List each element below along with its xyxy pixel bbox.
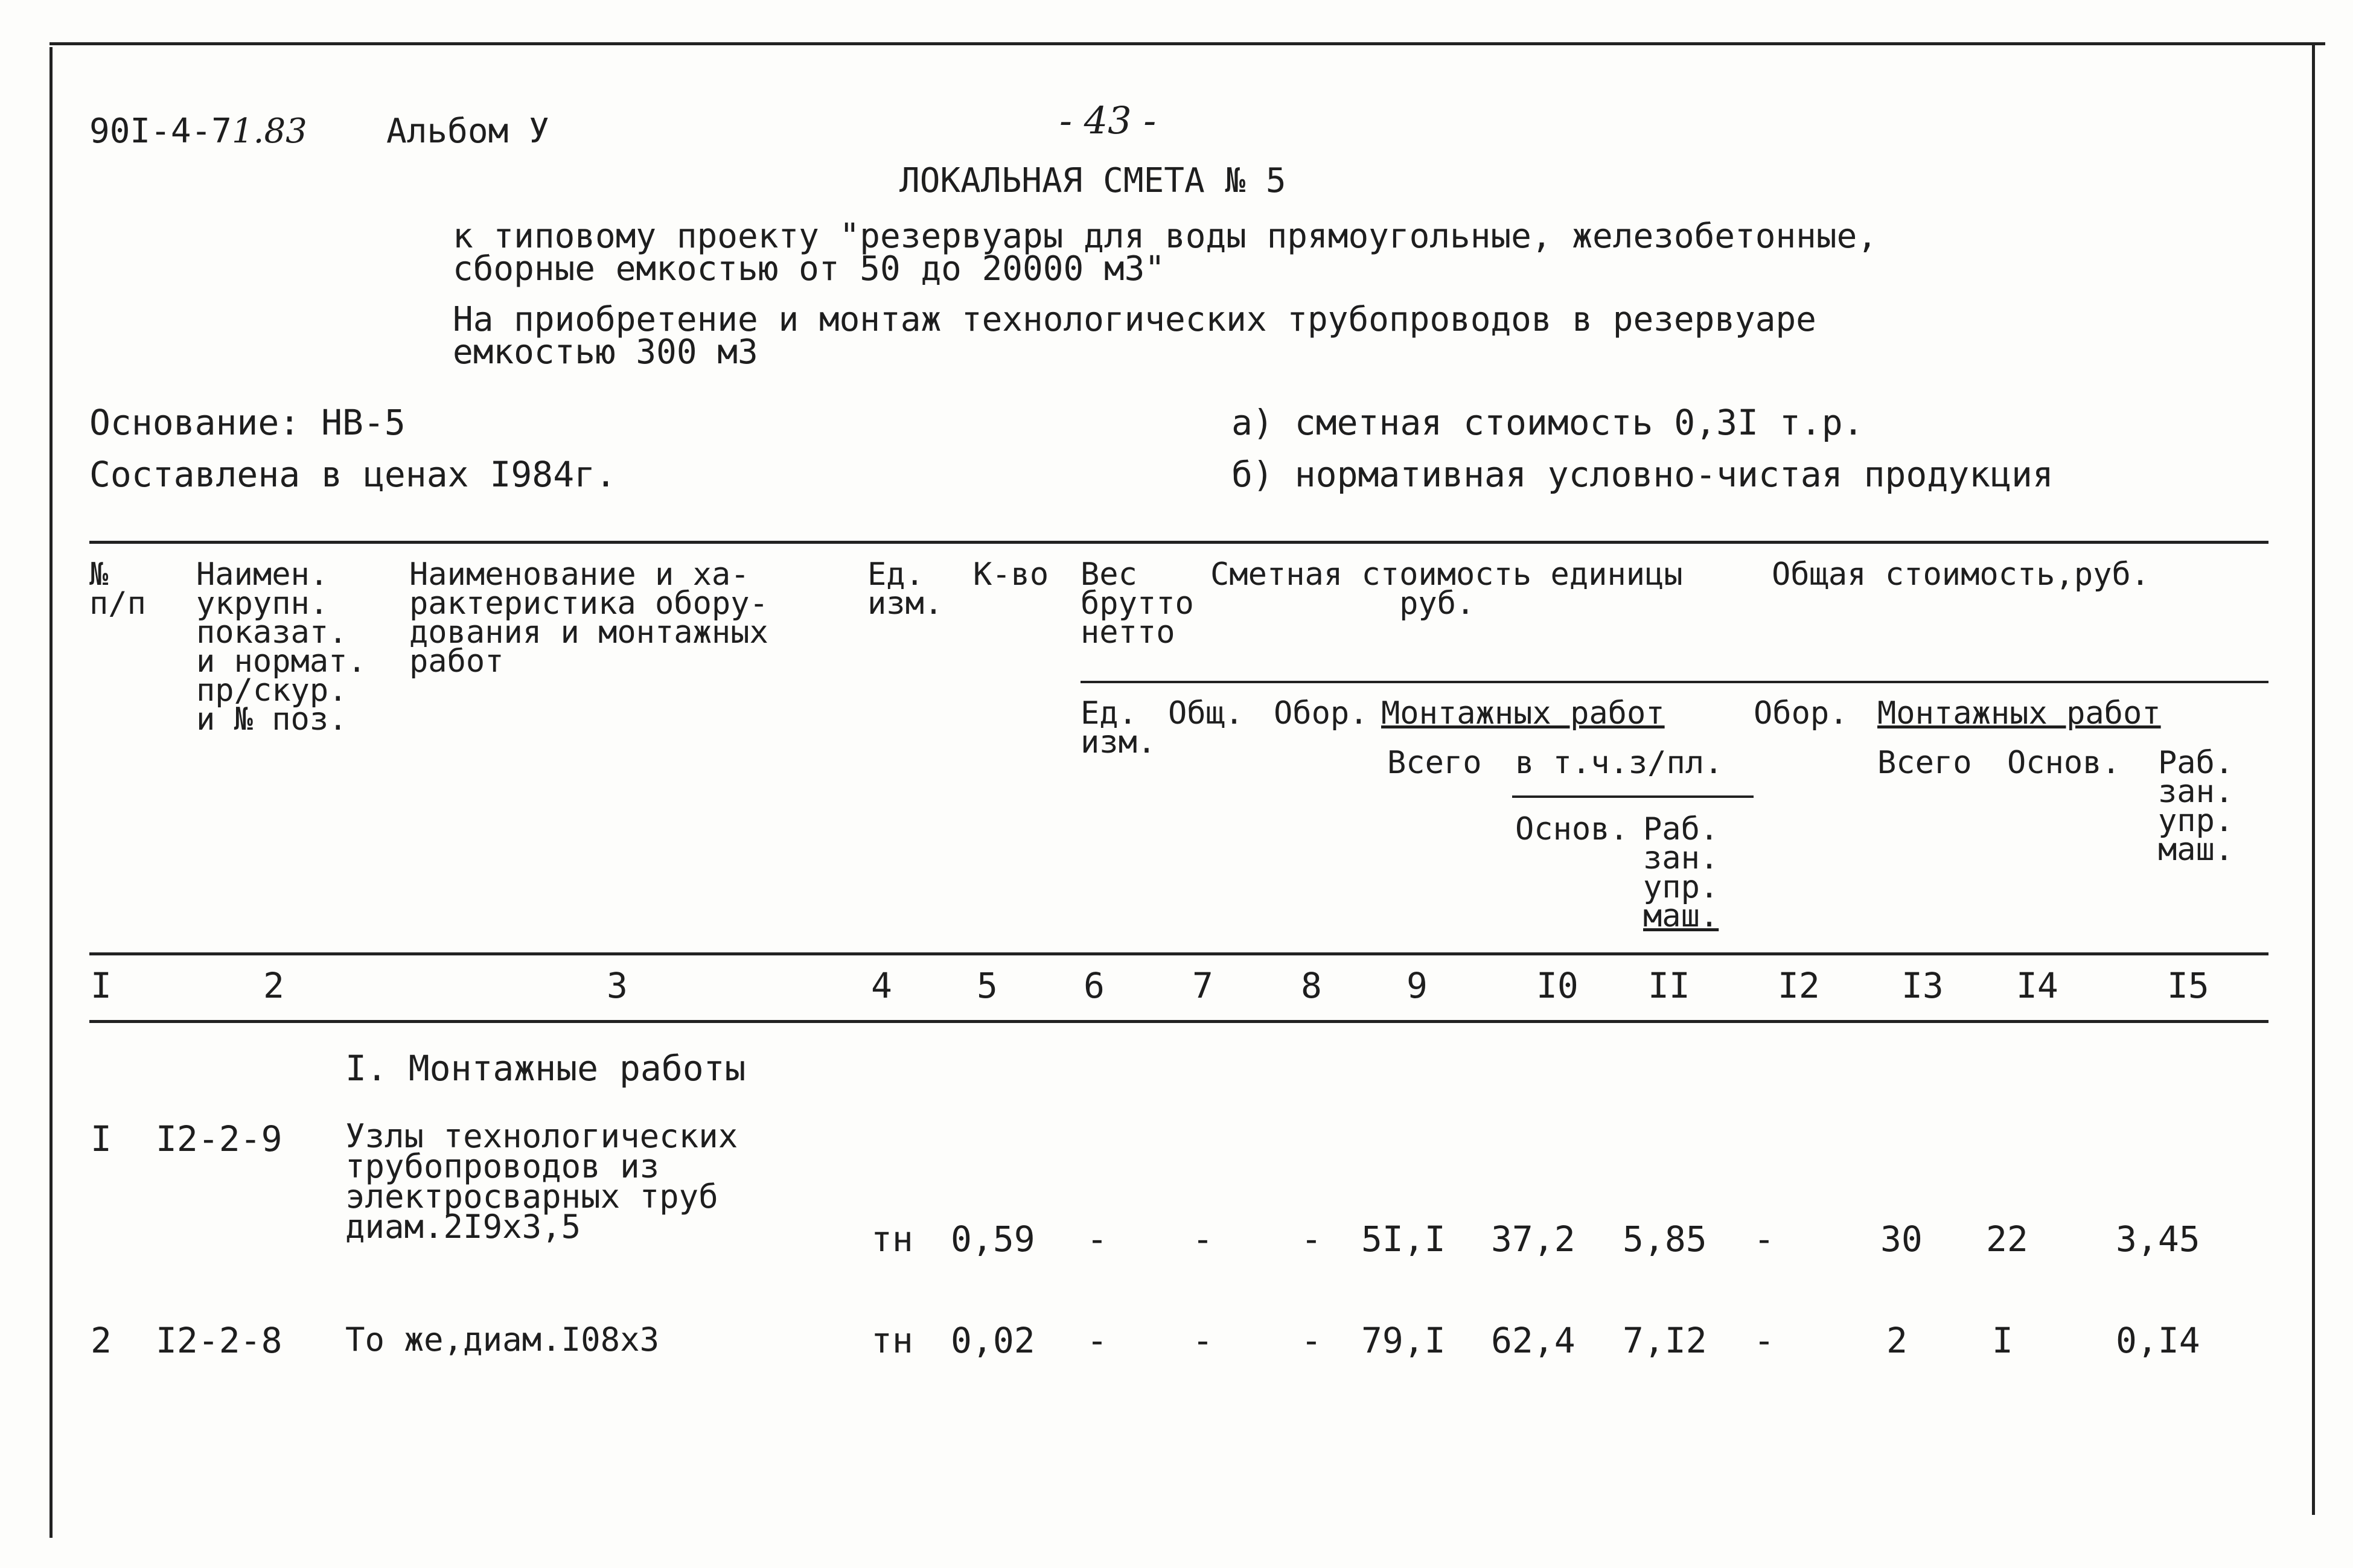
sub-equip2-header: Обор. [1754,695,1848,731]
sub-total-header: Общ. [1168,695,1244,731]
table-top-rule [89,541,2268,544]
row-2-c9: 79,I [1361,1320,1446,1361]
row-1-c10: 37,2 [1491,1219,1576,1260]
sub-install-header: Монтажных работ [1381,695,1665,731]
subtitle-line-2: сборные емкостью от 50 до 20000 м3" [453,249,1166,288]
row-2-c10: 62,4 [1491,1320,1576,1361]
column-number: II [1648,965,1690,1006]
column-number: I [91,965,112,1006]
column-number: 9 [1406,965,1428,1006]
column-number: 3 [607,965,628,1006]
row-1-c8: - [1301,1219,1322,1260]
row-1-c11: 5,85 [1623,1219,1707,1260]
section-title: I. Монтажные работы [345,1048,746,1089]
row-2-c14: I [1992,1320,2013,1361]
sub-equip-header: Обор. [1274,695,1368,731]
all-header: Всего [1387,745,1482,781]
row-2-code: I2-2-8 [156,1320,283,1361]
mach2-header: Раб. зан. упр. маш. [2158,745,2234,868]
column-number: I5 [2167,965,2209,1006]
column-numbers-bottom-rule [89,1020,2268,1023]
row-2-c11: 7,I2 [1623,1320,1707,1361]
row-2-qty: 0,02 [951,1320,1035,1361]
col3-header: Наименование и ха- рактеристика обору- дования и монтажных работ [409,556,768,680]
col4-header: Ед. изм. [867,556,943,622]
all2-header: Всего [1877,745,1972,781]
column-number: I4 [2016,965,2058,1006]
header-subrule [1081,681,2268,683]
row-1-name: Узлы технологических трубопроводов из электросварных труб диам.2I9х3,5 [345,1117,738,1246]
mach-header: Раб. зан. упр. маш. [1643,811,1719,934]
column-number: I0 [1536,965,1579,1006]
subtitle-line-1: к типовому проекту "резервуары для воды прямоугольные, железобетонные, [453,217,1878,256]
frame-top-border [49,42,2325,45]
row-1-c9: 5I,I [1361,1219,1446,1260]
frame-left-border [49,47,53,1538]
column-number: 6 [1084,965,1105,1006]
total-cost-header: Общая стоимость,руб. [1772,556,2150,593]
row-2-unit: тн [871,1320,913,1361]
row-1-c7: - [1192,1219,1213,1260]
column-number: 5 [977,965,998,1006]
column-number: I3 [1901,965,1944,1006]
row-1-code: I2-2-9 [156,1118,283,1159]
col5-header: К-во [973,556,1049,593]
row-2-c6: - [1087,1320,1108,1361]
row-2-c8: - [1301,1320,1322,1361]
row-1-c6: - [1087,1219,1108,1260]
album-label: Альбом У [386,112,549,151]
column-number: 8 [1301,965,1322,1006]
column-numbers-top-rule [89,952,2268,955]
row-2-c15: 0,I4 [2116,1320,2200,1361]
row-1-c12: - [1754,1219,1775,1260]
row-1-number: I [91,1118,112,1159]
weight-header: Вес брутто нетто [1081,556,1194,651]
row-2-c12: - [1754,1320,1775,1361]
row-1-c15: 3,45 [2116,1219,2200,1260]
column-number: 2 [263,965,284,1006]
row-2-name: То же,диам.I08х3 [345,1321,660,1359]
row-2-c13: 2 [1886,1320,1908,1361]
row-2-c7: - [1192,1320,1213,1361]
sub-unit-header: Ед. изм. [1081,695,1157,760]
row-1-c13: 30 [1880,1219,1923,1260]
column-number: 4 [871,965,892,1006]
sub-install2-header: Монтажных работ [1877,695,2161,731]
basic-header: Основ. [1515,811,1629,847]
unit-cost-header: Сметная стоимость единицы руб. [1210,556,1683,622]
wage-header: в т.ч.з/пл. [1515,745,1723,781]
estimate-title: ЛОКАЛЬНАЯ СМЕТА № 5 [899,161,1286,200]
purpose-line-2: емкостью 300 м3 [453,333,758,372]
cost-a: а) сметная стоимость 0,3I т.р. [1231,402,1864,443]
col1-header: № п/п [89,556,146,622]
basis-label: Основание: НВ-5 [89,402,406,443]
row-1-qty: 0,59 [951,1219,1035,1260]
row-1-c14: 22 [1986,1219,2028,1260]
doc-code: 90I-4-71.83 [89,112,307,151]
page-number: - 43 - [1059,98,1157,142]
cost-b: б) нормативная условно-чистая продукция [1231,454,2054,495]
wage-subrule [1512,795,1754,798]
column-number: I2 [1778,965,1820,1006]
col2-header: Наимен. укрупн. показат. и нормат. пр/скур. и № поз. [196,556,366,738]
frame-right-border [2312,42,2315,1515]
basic2-header: Основ. [2007,745,2121,781]
prices-label: Составлена в ценах I984г. [89,454,616,495]
column-number: 7 [1192,965,1213,1006]
row-1-unit: тн [871,1219,913,1260]
purpose-line-1: На приобретение и монтаж технологических трубопроводов в резервуаре [453,300,1816,339]
row-2-number: 2 [91,1320,112,1361]
